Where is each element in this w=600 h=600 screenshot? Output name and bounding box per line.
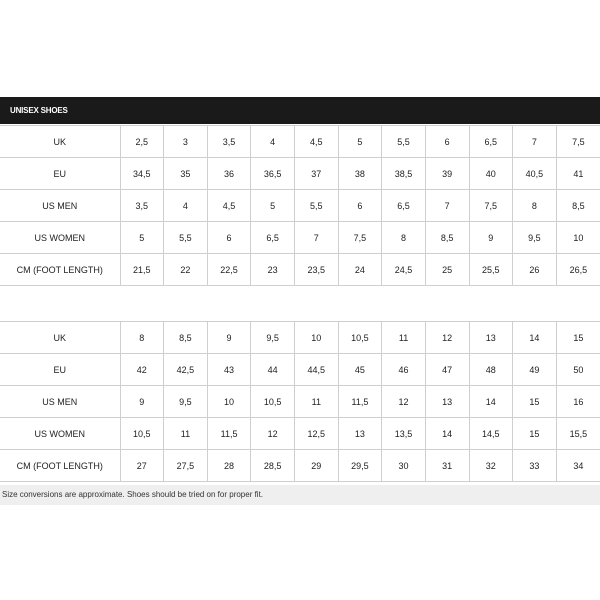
row-label: CM (FOOT LENGTH): [0, 450, 120, 482]
size-cell: 6,5: [469, 126, 513, 158]
size-cell: 22: [164, 254, 208, 286]
size-cell: 39: [425, 158, 469, 190]
size-cell: 3: [164, 126, 208, 158]
size-cell: 6,5: [251, 222, 295, 254]
size-cell: 12: [425, 322, 469, 354]
size-cell: 29: [295, 450, 339, 482]
size-cell: 9,5: [164, 386, 208, 418]
size-cell: 26: [513, 254, 557, 286]
size-cell: 43: [207, 354, 251, 386]
size-cell: 48: [469, 354, 513, 386]
size-cell: 40,5: [513, 158, 557, 190]
row-label: US MEN: [0, 190, 120, 222]
size-cell: 28,5: [251, 450, 295, 482]
size-cell: 22,5: [207, 254, 251, 286]
size-cell: 38: [338, 158, 382, 190]
size-cell: 8: [120, 322, 164, 354]
size-cell: 11,5: [207, 418, 251, 450]
size-cell: 44,5: [295, 354, 339, 386]
size-cell: 5,5: [164, 222, 208, 254]
size-cell: 21,5: [120, 254, 164, 286]
size-cell: 25: [425, 254, 469, 286]
size-cell: 13,5: [382, 418, 426, 450]
row-label: US MEN: [0, 386, 120, 418]
table-row: [0, 158, 600, 190]
size-cell: 7: [295, 222, 339, 254]
size-cell: 35: [164, 158, 208, 190]
size-cell: 10,5: [251, 386, 295, 418]
size-cell: 42: [120, 354, 164, 386]
size-cell: 12,5: [295, 418, 339, 450]
size-cell: 28: [207, 450, 251, 482]
size-cell: 46: [382, 354, 426, 386]
size-cell: 24,5: [382, 254, 426, 286]
row-label: UK: [0, 126, 120, 158]
size-cell: 8: [382, 222, 426, 254]
size-cell: 8,5: [164, 322, 208, 354]
size-cell: 7: [513, 126, 557, 158]
size-cell: 41: [556, 158, 600, 190]
size-cell: 9: [469, 222, 513, 254]
row-label: EU: [0, 354, 120, 386]
size-cell: 10: [207, 386, 251, 418]
size-cell: 44: [251, 354, 295, 386]
size-cell: 3,5: [207, 126, 251, 158]
size-cell: 8,5: [425, 222, 469, 254]
size-cell: 45: [338, 354, 382, 386]
size-cell: 49: [513, 354, 557, 386]
row-label: EU: [0, 158, 120, 190]
size-cell: 3,5: [120, 190, 164, 222]
size-cell: 27: [120, 450, 164, 482]
table-row: [0, 222, 600, 254]
size-cell: 9,5: [513, 222, 557, 254]
size-table-small: [0, 125, 600, 286]
size-cell: 11: [382, 322, 426, 354]
size-cell: 10: [295, 322, 339, 354]
size-cell: 6: [338, 190, 382, 222]
row-label: US WOMEN: [0, 418, 120, 450]
size-cell: 14: [469, 386, 513, 418]
table-row: [0, 322, 600, 354]
row-label: US WOMEN: [0, 222, 120, 254]
size-cell: 24: [338, 254, 382, 286]
size-cell: 4,5: [295, 126, 339, 158]
table-row: [0, 354, 600, 386]
size-cell: 13: [425, 386, 469, 418]
table-row: [0, 126, 600, 158]
size-cell: 33: [513, 450, 557, 482]
size-cell: 10,5: [120, 418, 164, 450]
size-cell: 7: [425, 190, 469, 222]
size-cell: 27,5: [164, 450, 208, 482]
size-cell: 37: [295, 158, 339, 190]
size-cell: 11,5: [338, 386, 382, 418]
table-title: UNISEX SHOES: [10, 106, 68, 115]
size-cell: 4: [164, 190, 208, 222]
footnote-text: Size conversions are approximate. Shoes should be tried on for proper fit.: [2, 490, 264, 499]
size-cell: 4: [251, 126, 295, 158]
row-label: CM (FOOT LENGTH): [0, 254, 120, 286]
size-cell: 30: [382, 450, 426, 482]
size-cell: 6: [425, 126, 469, 158]
size-cell: 5,5: [382, 126, 426, 158]
row-label: UK: [0, 322, 120, 354]
size-cell: 8: [513, 190, 557, 222]
size-cell: 9: [120, 386, 164, 418]
size-cell: 34: [556, 450, 600, 482]
size-cell: 26,5: [556, 254, 600, 286]
size-cell: 15: [513, 386, 557, 418]
footnote: [0, 485, 600, 505]
table-row: [0, 386, 600, 418]
size-cell: 36,5: [251, 158, 295, 190]
size-cell: 9: [207, 322, 251, 354]
size-cell: 32: [469, 450, 513, 482]
size-cell: 12: [382, 386, 426, 418]
size-cell: 11: [164, 418, 208, 450]
size-cell: 40: [469, 158, 513, 190]
size-cell: 7,5: [469, 190, 513, 222]
size-cell: 15: [513, 418, 557, 450]
size-cell: 31: [425, 450, 469, 482]
size-cell: 9,5: [251, 322, 295, 354]
size-cell: 15,5: [556, 418, 600, 450]
size-cell: 29,5: [338, 450, 382, 482]
size-cell: 14: [425, 418, 469, 450]
size-cell: 5: [251, 190, 295, 222]
table-spacer: [0, 289, 600, 321]
size-cell: 14: [513, 322, 557, 354]
size-cell: 42,5: [164, 354, 208, 386]
size-cell: 12: [251, 418, 295, 450]
size-cell: 23: [251, 254, 295, 286]
size-cell: 34,5: [120, 158, 164, 190]
size-cell: 5,5: [295, 190, 339, 222]
size-cell: 15: [556, 322, 600, 354]
size-cell: 36: [207, 158, 251, 190]
table-row: [0, 450, 600, 482]
size-cell: 10,5: [338, 322, 382, 354]
size-cell: 47: [425, 354, 469, 386]
table-row: [0, 418, 600, 450]
size-cell: 5: [338, 126, 382, 158]
size-cell: 8,5: [556, 190, 600, 222]
size-cell: 7,5: [556, 126, 600, 158]
size-table-large: [0, 321, 600, 482]
size-cell: 10: [556, 222, 600, 254]
size-cell: 38,5: [382, 158, 426, 190]
size-cell: 5: [120, 222, 164, 254]
size-cell: 13: [469, 322, 513, 354]
table-header-bar: [0, 97, 600, 124]
size-cell: 50: [556, 354, 600, 386]
size-cell: 25,5: [469, 254, 513, 286]
size-cell: 7,5: [338, 222, 382, 254]
size-cell: 23,5: [295, 254, 339, 286]
table-row: [0, 190, 600, 222]
table-row: [0, 254, 600, 286]
size-cell: 2,5: [120, 126, 164, 158]
size-cell: 16: [556, 386, 600, 418]
size-cell: 13: [338, 418, 382, 450]
size-cell: 11: [295, 386, 339, 418]
size-cell: 14,5: [469, 418, 513, 450]
size-cell: 6: [207, 222, 251, 254]
size-cell: 4,5: [207, 190, 251, 222]
size-cell: 6,5: [382, 190, 426, 222]
